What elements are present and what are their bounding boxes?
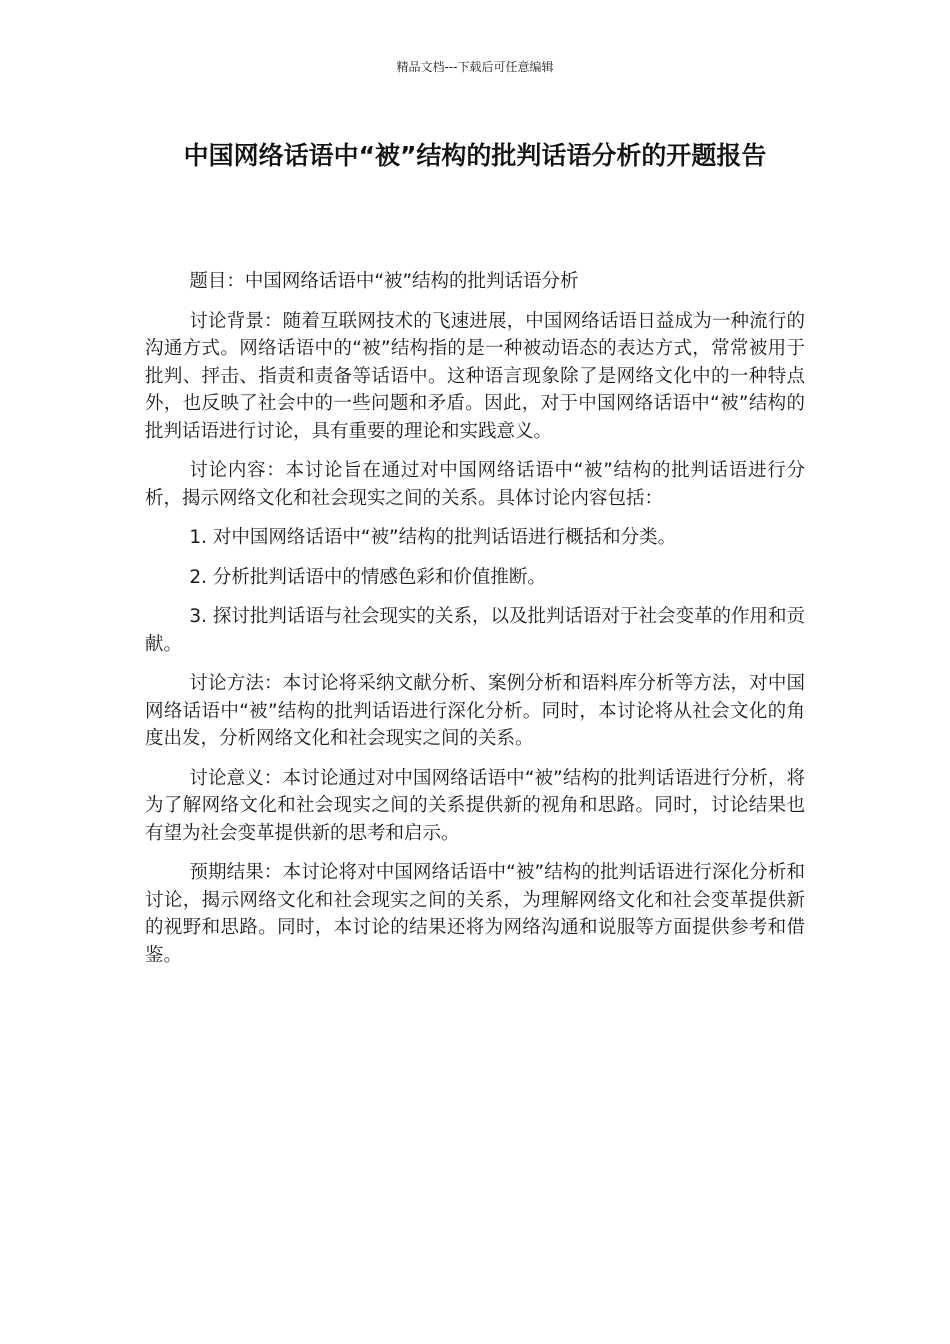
significance-paragraph: 讨论意义：本讨论通过对中国网络话语中“被”结构的批判话语进行分析，将为了解网络文化和社会现实之间的关系提供新的视角和思路。同时，讨论结果也有望为社会变革提供新的思考和启示。 — [145, 767, 805, 844]
document-body — [145, 268, 805, 981]
content-paragraph: 讨论内容：本讨论旨在通过对中国网络话语中“被”结构的批判话语进行分析，揭示网络文化和社会现实之间的关系。具体讨论内容包括： — [145, 460, 805, 509]
content-item-3: 3. 探讨批判话语与社会现实的关系，以及批判话语对于社会变革的作用和贡献。 — [145, 606, 805, 655]
content-item-1: 1. 对中国网络话语中“被”结构的批判话语进行概括和分类。 — [189, 527, 677, 548]
method-paragraph: 讨论方法：本讨论将采纳文献分析、案例分析和语料库分析等方法，对中国网络话语中“被”结构的批判话语进行深化分析。同时，本讨论将从社会文化的角度出发，分析网络文化和社会现实之间的关系。 — [145, 673, 805, 749]
expected-results-paragraph: 预期结果：本讨论将对中国网络话语中“被”结构的批判话语进行深化分析和讨论，揭示网络文化和社会现实之间的关系，为理解网络文化和社会变革提供新的视野和思路。同时，本讨论的结果还将为网络沟通和说服等方面提供参考和借鉴。 — [145, 862, 805, 966]
content-item-2: 2. 分析批判话语中的情感色彩和价值推断。 — [189, 566, 546, 588]
background-paragraph: 讨论背景：随着互联网技术的飞速进展，中国网络话语日益成为一种流行的沟通方式。网络话语中的“被”结构指的是一种被动语态的表达方式，常常被用于批判、抨击、指责和责备等话语中。这种语言现象除了是网络文化中的一种特点外，也反映了社会中的一些问题和矛盾。因此，对于中国网络话语中“被”结构的批判话语进行讨论，具有重要的理论和实践意义。 — [145, 310, 805, 442]
topic-paragraph: 题目：中国网络话语中“被”结构的批判话语分析 — [189, 271, 579, 292]
document-title: 中国网络话语中“被”结构的批判话语分析的开题报告 — [183, 141, 767, 170]
page-header: 精品文档---下载后可任意编辑 — [396, 60, 554, 74]
